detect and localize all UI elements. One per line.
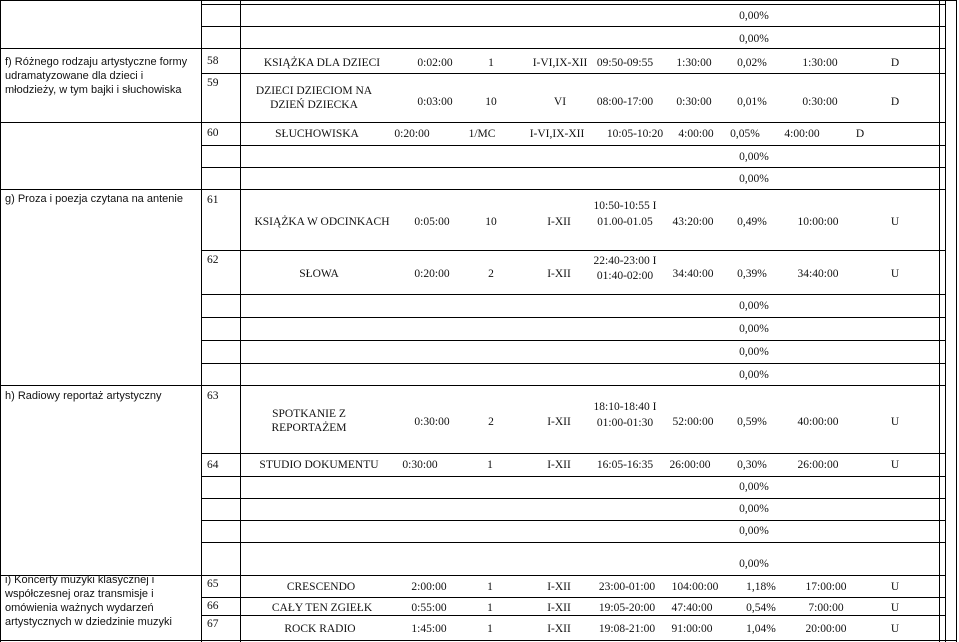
empty-row-pct: 0,00% (739, 300, 769, 312)
months: I-XII (547, 581, 571, 593)
duration: 2:00:00 (411, 581, 447, 593)
months: I-XII (547, 623, 571, 635)
type-code: D (890, 96, 900, 108)
row-number: 58 (207, 55, 219, 67)
percent: 0,49% (737, 216, 767, 228)
count: 1 (488, 57, 494, 69)
empty-row-pct: 0,00% (739, 346, 769, 358)
row-divider (201, 26, 946, 27)
row-divider (201, 615, 946, 616)
percent: 0,30% (737, 459, 767, 471)
duration: 0:30:00 (402, 459, 438, 471)
count: 1 (487, 623, 493, 635)
row-divider (201, 520, 946, 521)
duration: 0:30:00 (414, 416, 450, 428)
type-code: D (890, 57, 900, 69)
hours: 19:08-21:00 (598, 623, 656, 635)
empty-row-pct: 0,00% (739, 369, 769, 381)
type-code: U (890, 459, 900, 471)
percent: 0,59% (737, 416, 767, 428)
duration: 0:20:00 (394, 128, 430, 140)
percent: 0,05% (730, 128, 760, 140)
months: I-XII (547, 416, 571, 428)
row-divider (0, 48, 946, 49)
program-title: KSIĄŻKA DLA DZIECI (263, 57, 381, 69)
row-number: 67 (207, 618, 219, 630)
duration: 0:20:00 (414, 268, 450, 280)
category-label-h: h) Radiowy reportaż artystyczny (5, 390, 162, 402)
row-divider (201, 250, 946, 251)
empty-row-pct: 0,00% (739, 323, 769, 335)
type-code: U (890, 602, 900, 614)
count: 1/MC (468, 128, 496, 140)
count: 1 (487, 602, 493, 614)
column-divider (240, 0, 241, 642)
type-code: D (855, 128, 865, 140)
duration: 0:03:00 (417, 96, 453, 108)
program-title: ROCK RADIO (284, 623, 356, 635)
program-title: SŁUCHOWISKA (275, 128, 359, 140)
annual-time: 26:00:00 (669, 459, 711, 471)
row-divider (201, 453, 946, 454)
count: 2 (488, 268, 494, 280)
months: I-XII (547, 602, 571, 614)
column-divider (945, 0, 946, 642)
hours: 23:00-01:00 (598, 581, 656, 593)
premiere-time: 40:00:00 (797, 416, 839, 428)
percent: 0,01% (737, 96, 767, 108)
table-border-top (0, 0, 957, 1)
premiere-time: 1:30:00 (802, 57, 838, 69)
table-border-right (956, 0, 957, 642)
program-title: SŁOWA (299, 268, 339, 280)
column-divider (939, 0, 940, 642)
row-divider (0, 385, 946, 386)
row-divider (0, 122, 946, 123)
category-label-g: g) Proza i poezja czytana na antenie (5, 193, 183, 205)
empty-row-pct: 0,00% (739, 481, 769, 493)
percent: 0,39% (737, 268, 767, 280)
months: I-XII (547, 268, 571, 280)
row-number: 61 (207, 194, 219, 206)
hours: 09:50-09:55 (596, 57, 654, 69)
row-divider (201, 167, 946, 168)
hours: 22:40-23:00 I 01:40-02:00 (593, 255, 657, 282)
type-code: U (890, 623, 900, 635)
row-divider (201, 294, 946, 295)
hours: 10:05-10:20 (606, 128, 664, 140)
premiere-time: 0:30:00 (802, 96, 838, 108)
type-code: U (890, 416, 900, 428)
count: 10 (485, 96, 497, 108)
row-divider (201, 542, 946, 543)
program-title: CRESCENDO (286, 581, 356, 593)
empty-row-pct: 0,00% (739, 173, 769, 185)
months: I-VI,IX-XII (532, 57, 588, 69)
row-number: 63 (207, 390, 219, 402)
category-label-i: i) Koncerty muzyki klasycznej i współczesnej oraz transmisje i omówienia ważnych wydarzeń artystycznych w dziedzinie muzyki (5, 574, 172, 628)
premiere-time: 34:40:00 (797, 268, 839, 280)
annual-time: 104:00:00 (671, 581, 719, 593)
program-title: SPOTKANIE Z REPORTAŻEM (271, 408, 347, 434)
percent: 0,54% (746, 602, 776, 614)
row-number: 59 (207, 77, 219, 89)
row-divider (201, 317, 946, 318)
empty-row-pct: 0,00% (739, 10, 769, 22)
premiere-time: 20:00:00 (805, 623, 847, 635)
premiere-time: 7:00:00 (808, 602, 844, 614)
premiere-time: 10:00:00 (797, 216, 839, 228)
premiere-time: 17:00:00 (805, 581, 847, 593)
annual-time: 0:30:00 (676, 96, 712, 108)
count: 1 (487, 459, 493, 471)
program-title: STUDIO DOKUMENTU (259, 459, 379, 471)
percent: 1,18% (746, 581, 776, 593)
percent: 0,02% (737, 57, 767, 69)
months: I-XII (547, 216, 571, 228)
row-number: 65 (207, 578, 219, 590)
months: I-VI,IX-XII (529, 128, 585, 140)
count: 10 (485, 216, 497, 228)
hours: 08:00-17:00 (596, 96, 654, 108)
row-divider (201, 476, 946, 477)
row-divider (201, 597, 946, 598)
empty-row-pct: 0,00% (739, 503, 769, 515)
count: 1 (487, 581, 493, 593)
column-divider (201, 0, 202, 642)
table-border-bottom (0, 640, 957, 641)
premiere-time: 26:00:00 (797, 459, 839, 471)
annual-time: 91:00:00 (671, 623, 713, 635)
row-divider (201, 340, 946, 341)
duration: 0:55:00 (411, 602, 447, 614)
months: VI (553, 96, 567, 108)
months: I-XII (547, 459, 571, 471)
row-divider (201, 145, 946, 146)
empty-row-pct: 0,00% (739, 151, 769, 163)
program-title: DZIECI DZIECIOM NA DZIEŃ DZIECKA (255, 85, 373, 111)
row-number: 64 (207, 459, 219, 471)
hours: 18:10-18:40 I 01:00-01:30 (593, 401, 657, 429)
category-label-f: f) Różnego rodzaju artystyczne formy udramatyzowane dla dzieci i młodzieży, w tym bajki i słuchowiska (5, 56, 188, 96)
annual-time: 43:20:00 (672, 216, 714, 228)
empty-row-pct: 0,00% (739, 558, 769, 570)
program-title: KSIĄŻKA W ODCINKACH (254, 216, 390, 228)
annual-time: 4:00:00 (678, 128, 714, 140)
count: 2 (488, 416, 494, 428)
duration: 1:45:00 (411, 623, 447, 635)
annual-time: 34:40:00 (672, 268, 714, 280)
type-code: U (890, 268, 900, 280)
hours: 19:05-20:00 (598, 602, 656, 614)
row-divider (201, 4, 946, 5)
row-divider (201, 363, 946, 364)
type-code: U (890, 216, 900, 228)
row-divider (0, 189, 946, 190)
program-title: CAŁY TEN ZGIEŁK (271, 602, 373, 614)
premiere-time: 4:00:00 (784, 128, 820, 140)
row-divider (201, 498, 946, 499)
annual-time: 1:30:00 (676, 57, 712, 69)
annual-time: 52:00:00 (672, 416, 714, 428)
percent: 1,04% (746, 623, 776, 635)
duration: 0:02:00 (417, 57, 453, 69)
empty-row-pct: 0,00% (739, 525, 769, 537)
table-border-left (0, 0, 1, 642)
duration: 0:05:00 (414, 216, 450, 228)
row-number: 62 (207, 254, 219, 266)
row-divider (201, 73, 946, 74)
empty-row-pct: 0,00% (739, 33, 769, 45)
row-number: 60 (207, 127, 219, 139)
type-code: U (890, 581, 900, 593)
annual-time: 47:40:00 (671, 602, 713, 614)
hours: 10:50-10:55 I 01.00-01.05 (593, 200, 657, 228)
row-number: 66 (207, 600, 219, 612)
hours: 16:05-16:35 (596, 459, 654, 471)
